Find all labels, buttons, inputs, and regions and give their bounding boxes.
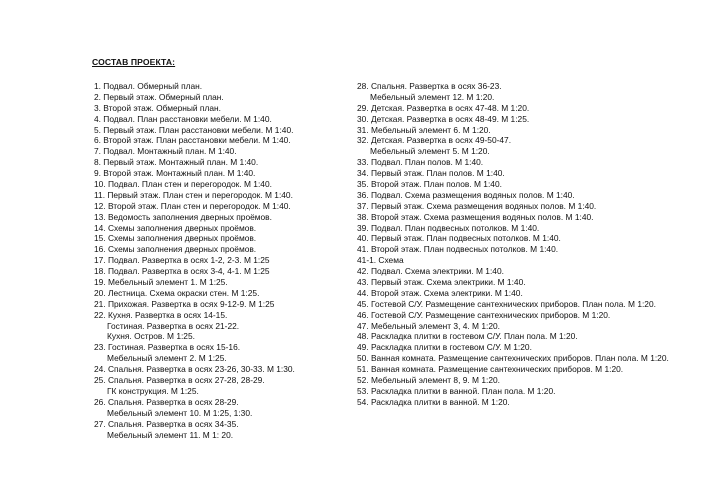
list-item: 30. Детская. Развертка в осях 48-49. М 1:25. <box>357 113 530 124</box>
list-item-continuation: Мебельный элемент 10. М 1:25, 1:30. <box>107 407 253 418</box>
contents-list-left <box>94 81 354 440</box>
list-item: 44. Второй этаж. Схема электрики. М 1:40. <box>357 287 523 298</box>
list-item: 14. Схемы заполнения дверных проёмов. <box>94 222 257 233</box>
list-item: 40. Первый этаж. План подвесных потолков. М 1:40. <box>357 233 561 244</box>
list-item: 10. Подвал. План стен и перегородок. М 1:40. <box>94 179 272 190</box>
list-item: 4. Подвал. План расстановки мебели. М 1:40. <box>94 113 272 124</box>
list-item: 29. Детская. Развертка в осях 47-48. М 1:20. <box>357 102 530 113</box>
list-item: 21. Прихожая. Развертка в осях 9-12-9. М 1:25 <box>94 298 275 309</box>
list-item: 39. Подвал. План подвесных потолков. М 1:40. <box>357 222 540 233</box>
list-item: 33. Подвал. План полов. М 1:40. <box>357 157 484 168</box>
list-item: 41-1. Схема <box>357 255 404 266</box>
list-item: 31. Мебельный элемент 6. М 1:20. <box>357 124 491 135</box>
list-item: 5. Первый этаж. План расстановки мебели. М 1:40. <box>94 124 294 135</box>
list-item: 11. Первый этаж. План стен и перегородок. М 1:40. <box>94 189 293 200</box>
list-item: 19. Мебельный элемент 1. М 1:25. <box>94 277 228 288</box>
list-item: 2. Первый этаж. Обмерный план. <box>94 91 224 102</box>
list-item: 20. Лестница. Схема окраски стен. М 1:25. <box>94 287 260 298</box>
list-item: 13. Ведомость заполнения дверных проёмов. <box>94 211 272 222</box>
list-item: 23. Гостиная. Развертка в осях 15-16. <box>94 342 241 353</box>
list-item: 38. Второй этаж. Схема размещения водяных полов. М 1:40. <box>357 211 594 222</box>
list-item: 17. Подвал. Развертка в осях 1-2, 2-3. М 1:25 <box>94 255 270 266</box>
list-item: 12. Второй этаж. План стен и перегородок. М 1:40. <box>94 200 291 211</box>
list-item: 3. Второй этаж. Обмерный план. <box>94 102 221 113</box>
list-item: 36. Подвал. Схема размещения водяных полов. М 1:40. <box>357 189 575 200</box>
list-item: 27. Спальня. Развертка в осях 34-35. <box>94 418 239 429</box>
list-item: 50. Ванная комната. Размещение сантехнических приборов. План пола. М 1:20. <box>357 353 669 364</box>
list-item: 22. Кухня. Развертка в осях 14-15. <box>94 309 228 320</box>
list-item: 48. Раскладка плитки в гостевом С/У. План пола. М 1:20. <box>357 331 578 342</box>
list-item: 6. Второй этаж. План расстановки мебели. М 1:40. <box>94 135 291 146</box>
list-item-continuation: Гостиная. Развертка в осях 21-22. <box>107 320 240 331</box>
list-item: 45. Гостевой С/У. Размещение сантехнических приборов. План пола. М 1:20. <box>357 298 656 309</box>
list-item: 16. Схемы заполнения дверных проёмов. <box>94 244 257 255</box>
list-item: 25. Спальня. Развертка в осях 27-28, 28-29. <box>94 375 265 386</box>
list-item: 34. Первый этаж. План полов. М 1:40. <box>357 168 505 179</box>
list-item: 9. Второй этаж. Монтажный план. М 1:40. <box>94 168 256 179</box>
list-item: 41. Второй этаж. План подвесных потолков. М 1:40. <box>357 244 559 255</box>
list-item: 52. Мебельный элемент 8, 9. М 1:20. <box>357 375 500 386</box>
list-item: 15. Схемы заполнения дверных проёмов. <box>94 233 257 244</box>
list-item: 18. Подвал. Развертка в осях 3-4, 4-1. М 1:25 <box>94 266 270 277</box>
list-item: 32. Детская. Развертка в осях 49-50-47. <box>357 135 512 146</box>
list-item: 37. Первый этаж. Схема размещения водяных полов. М 1:40. <box>357 200 597 211</box>
list-item: 54. Раскладка плитки в ванной. М 1:20. <box>357 396 510 407</box>
list-item-continuation: Мебельный элемент 5. М 1:20. <box>370 146 490 157</box>
list-item-continuation: Мебельный элемент 11. М 1: 20. <box>107 429 234 440</box>
list-item: 46. Гостевой С/У. Размещение сантехнических приборов. М 1:20. <box>357 309 611 320</box>
list-item: 49. Раскладка плитки в гостевом С/У. М 1:20. <box>357 342 532 353</box>
list-item: 24. Спальня. Развертка в осях 23-26, 30-33. М 1:30. <box>94 364 295 375</box>
document-title: СОСТАВ ПРОЕКТА: <box>92 57 176 67</box>
list-item: 43. Первый этаж. Схема электрики. М 1:40. <box>357 277 526 288</box>
list-item: 1. Подвал. Обмерный план. <box>94 81 203 91</box>
list-item-continuation: Мебельный элемент 12. М 1:20. <box>370 91 495 102</box>
list-item: 26. Спальня. Развертка в осях 28-29. <box>94 396 239 407</box>
list-item: 35. Второй этаж. План полов. М 1:40. <box>357 179 502 190</box>
list-item: 8. Первый этаж. Монтажный план. М 1:40. <box>94 157 259 168</box>
list-item: 51. Ванная комната. Размещение сантехнических приборов. М 1:20. <box>357 364 624 375</box>
list-item-continuation: ГК конструкция. М 1:25. <box>107 385 199 396</box>
contents-list-right <box>357 81 702 408</box>
list-item: 42. Подвал. Схема электрики. М 1:40. <box>357 266 504 277</box>
list-item-continuation: Кухня. Остров. М 1:25. <box>107 331 195 342</box>
list-item: 7. Подвал. Монтажный план. М 1:40. <box>94 146 237 157</box>
list-item: 28. Спальня. Развертка в осях 36-23. <box>357 81 502 91</box>
list-item: 53. Раскладка плитки в ванной. План пола. М 1:20. <box>357 385 556 396</box>
list-item-continuation: Мебельный элемент 2. М 1:25. <box>107 353 227 364</box>
list-item: 47. Мебельный элемент 3, 4. М 1:20. <box>357 320 500 331</box>
